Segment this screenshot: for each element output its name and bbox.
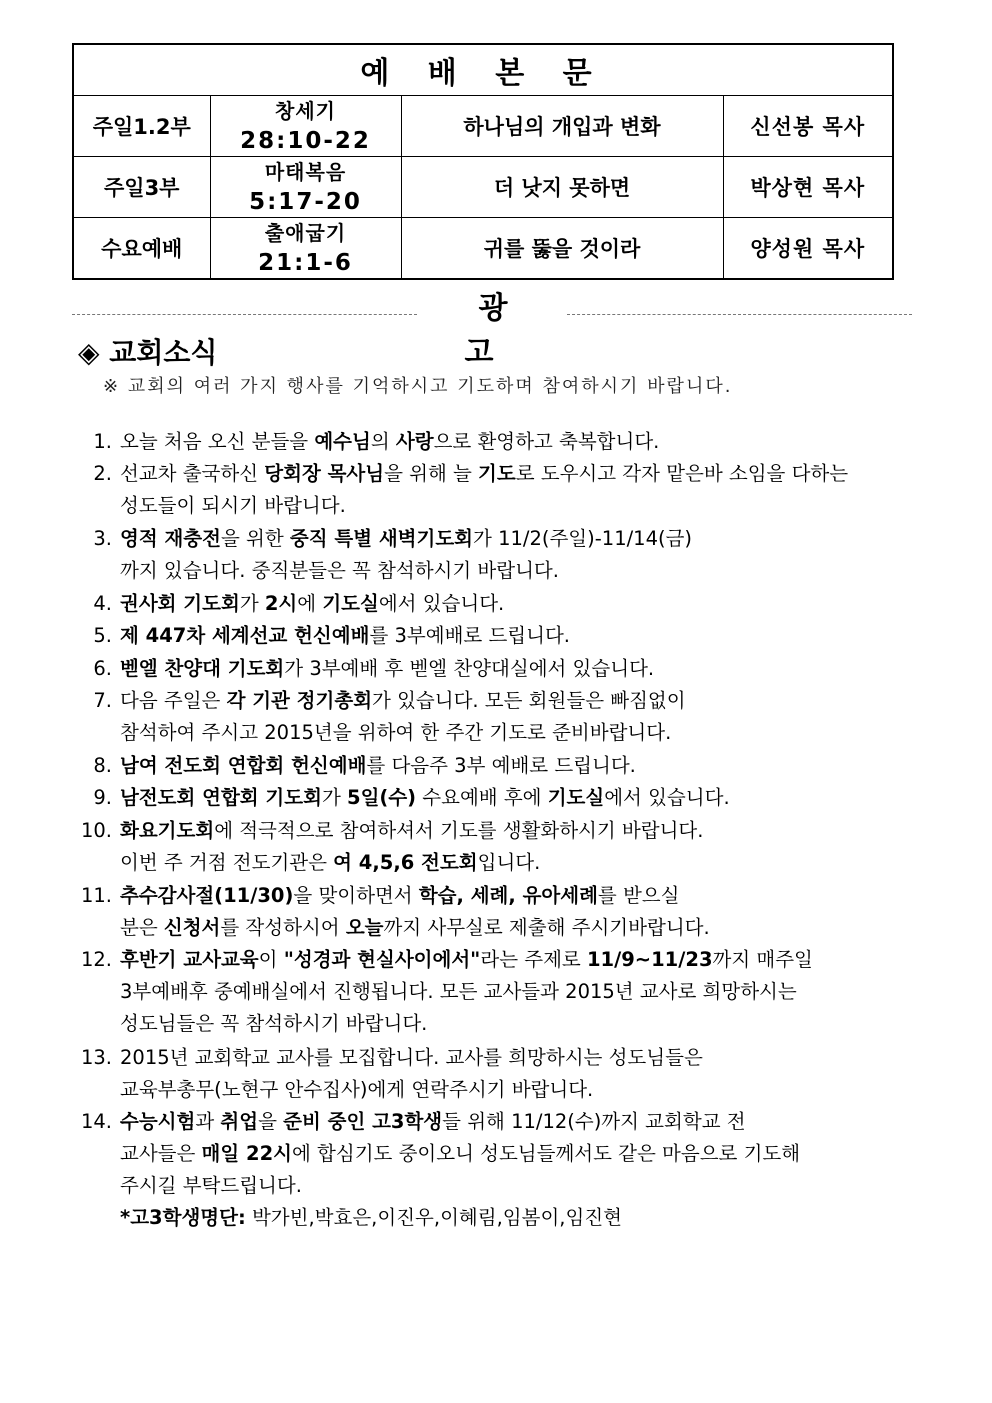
- item-number: 12.: [80, 948, 112, 972]
- item-number: 1.: [93, 430, 112, 453]
- text-segment: 성도들이 되시기 바랍니다.: [120, 494, 346, 518]
- emphasis-text: 사랑: [395, 430, 434, 453]
- announcement-item: [72, 458, 932, 523]
- item-line: [120, 976, 813, 1008]
- scripture-passage: [210, 157, 401, 218]
- emphasis-text: 11/9~11/23: [586, 948, 713, 972]
- text-segment: 에 합심기도 중이오니 성도님들께서도 같은 마음으로 기도해: [291, 1142, 801, 1166]
- announcement-item: [72, 653, 932, 685]
- preacher-name: 신선봉 목사: [723, 96, 893, 157]
- item-line: [120, 815, 703, 847]
- scripture-book: 창세기: [275, 99, 336, 123]
- emphasis-text: 준비 중인 고3학생: [283, 1110, 443, 1134]
- emphasis-text: 중직 특별 새벽기도회: [289, 527, 474, 551]
- sermon-title: 하나님의 개입과 변화: [401, 96, 723, 157]
- announcement-item: [72, 944, 932, 1041]
- announcement-item: [72, 1106, 932, 1236]
- item-line: [120, 880, 710, 912]
- item-line: [120, 944, 813, 976]
- item-text: [120, 1042, 703, 1106]
- text-segment: 2015년 교회학교 교사를 모집합니다. 교사를 희망하시는 성도님들은: [120, 1045, 703, 1069]
- emphasis-text: 영적 재충전: [120, 527, 221, 551]
- text-segment: 를 받으실: [597, 883, 680, 907]
- item-line: [120, 523, 692, 555]
- emphasis-text: 각 기관 정기총회: [226, 689, 373, 713]
- item-line: [120, 620, 570, 652]
- item-line: [120, 588, 504, 620]
- text-segment: 를 작성하시어: [220, 915, 346, 939]
- announcement-item: [72, 588, 932, 620]
- emphasis-text: 신청서: [163, 915, 221, 939]
- scripture-ref: 5:17-20: [249, 189, 362, 215]
- item-line: [120, 426, 659, 458]
- emphasis-text: 권사회 기도회: [120, 592, 240, 615]
- text-segment: 을 위해 늘: [384, 462, 479, 486]
- text-segment: 를 3부예배로 드립니다.: [369, 624, 570, 648]
- emphasis-text: 추수감사절(11/30): [120, 883, 294, 907]
- text-segment: 교사들은: [120, 1142, 202, 1166]
- emphasis-text: 후반기 교사교육: [120, 948, 259, 972]
- item-number: 5.: [93, 624, 112, 648]
- announcements-title: 광 고: [464, 291, 536, 370]
- item-text: [120, 653, 654, 685]
- item-number: 6.: [93, 656, 112, 680]
- text-segment: 에 적극적으로 참여하셔서 기도를 생활화하시기 바랍니다.: [214, 818, 704, 842]
- text-segment: 박가빈,박효은,이진우,이혜림,임봄이,임진현: [245, 1206, 623, 1230]
- emphasis-text: 기도실: [322, 592, 379, 615]
- divider-right: [567, 314, 912, 315]
- item-line: [120, 847, 703, 879]
- emphasis-text: 수능시험: [120, 1110, 196, 1134]
- service-name: 주일3부: [73, 157, 210, 218]
- item-number: 13.: [80, 1045, 112, 1069]
- announcement-item: [72, 880, 932, 945]
- item-line: [120, 782, 730, 814]
- text-segment: 성도님들은 꼭 참석하시기 바랍니다.: [120, 1012, 428, 1036]
- emphasis-text: 기도: [478, 462, 516, 486]
- announcement-item: [72, 1042, 932, 1107]
- item-text: [120, 620, 570, 652]
- item-number: 9.: [93, 786, 112, 810]
- item-text: [120, 523, 692, 587]
- item-number: 2.: [93, 462, 112, 486]
- item-number: 4.: [93, 592, 112, 615]
- notice-text: ※ 교회의 여러 가지 행사를 기억하시고 기도하며 참여하시기 바랍니다.: [103, 376, 733, 397]
- item-line: [120, 685, 686, 717]
- text-segment: 과: [195, 1110, 221, 1134]
- service-name: 수요예배: [73, 218, 210, 280]
- emphasis-text: 벧엘 찬양대 기도회: [120, 656, 285, 680]
- divider-left: [72, 314, 417, 315]
- item-text: [120, 685, 686, 749]
- scripture-passage: [210, 96, 401, 157]
- emphasis-text: 당회장 목사님: [264, 462, 385, 486]
- emphasis-text: 학습, 세례, 유아세례: [418, 883, 598, 907]
- announcement-item: [72, 815, 932, 880]
- item-number: 7.: [93, 689, 112, 713]
- text-segment: 까지 사무실로 제출해 주시기바랍니다.: [383, 915, 710, 939]
- item-number: 3.: [93, 527, 112, 551]
- worship-table: [72, 43, 894, 280]
- text-segment: 을: [258, 1110, 284, 1134]
- item-line: [120, 1138, 800, 1170]
- text-segment: 까지 있습니다. 중직분들은 꼭 참석하시기 바랍니다.: [120, 559, 559, 583]
- text-segment: 의: [370, 430, 396, 453]
- emphasis-text: "성경과 현실사이에서": [283, 948, 481, 972]
- text-segment: 교육부총무(노현구 안수집사)에게 연락주시기 바랍니다.: [120, 1077, 594, 1101]
- text-segment: 선교차 출국하신: [120, 462, 265, 486]
- scripture-ref: 21:1-6: [258, 250, 353, 276]
- emphasis-text: 예수님: [314, 430, 371, 453]
- church-news-heading: ◈ 교회소식: [78, 336, 218, 369]
- text-segment: 로 도우시고 각자 맡은바 소임을 다하는: [515, 462, 849, 486]
- text-segment: 가: [239, 592, 265, 615]
- emphasis-text: 취업: [220, 1110, 259, 1134]
- item-text: [120, 880, 710, 944]
- announcement-item: [72, 750, 932, 782]
- sermon-title: 귀를 뚫을 것이라: [401, 218, 723, 280]
- emphasis-text: 제 447차 세계선교 헌신예배: [120, 624, 370, 648]
- text-segment: 3부예배후 중예배실에서 진행됩니다. 모든 교사들과 2015년 교사로 희망하시는: [120, 980, 797, 1004]
- item-text: [120, 750, 636, 782]
- emphasis-text: 5일(수): [347, 786, 417, 810]
- scripture-book: 출애굽기: [264, 221, 347, 245]
- text-segment: 가 11/2(주일)-11/14(금): [473, 527, 693, 551]
- sermon-title: 더 낫지 못하면: [401, 157, 723, 218]
- emphasis-text: *고3학생명단:: [120, 1206, 246, 1230]
- announcement-item: [72, 685, 932, 750]
- text-segment: 가 있습니다. 모든 회원들은 빠짐없이: [372, 689, 686, 713]
- item-line: [120, 1042, 703, 1074]
- text-segment: 까지 매주일: [712, 948, 813, 972]
- worship-row: [73, 96, 893, 157]
- scripture-ref: 28:10-22: [240, 128, 371, 154]
- item-text: [120, 944, 813, 1040]
- item-text: [120, 815, 703, 879]
- text-segment: 가 3부예배 후 벧엘 찬양대실에서 있습니다.: [284, 656, 655, 680]
- text-segment: 라는 주제로: [480, 948, 587, 972]
- worship-row: [73, 157, 893, 218]
- item-line: [120, 1170, 800, 1202]
- emphasis-text: 여 4,5,6 전도회: [333, 850, 478, 874]
- text-segment: 수요예배 후에: [416, 786, 548, 810]
- item-number: 14.: [80, 1110, 112, 1134]
- text-segment: 분은: [120, 915, 164, 939]
- item-line: [120, 490, 848, 522]
- announcement-item: [72, 782, 932, 814]
- item-line: [120, 1202, 800, 1234]
- text-segment: 다음 주일은: [120, 689, 227, 713]
- text-segment: 을 맞이하면서: [293, 883, 419, 907]
- emphasis-text: 2시: [264, 592, 298, 615]
- announcement-item: [72, 620, 932, 652]
- worship-title: 예 배 본 문: [73, 44, 893, 96]
- announcement-item: [72, 426, 932, 458]
- text-segment: 에서 있습니다.: [378, 592, 505, 615]
- text-segment: 에: [297, 592, 323, 615]
- preacher-name: 박상현 목사: [723, 157, 893, 218]
- item-text: [120, 426, 659, 458]
- emphasis-text: 매일 22시: [201, 1142, 292, 1166]
- item-line: [120, 912, 710, 944]
- emphasis-text: 남여 전도회 연합회 헌신예배: [120, 754, 367, 777]
- text-segment: 입니다.: [477, 850, 541, 874]
- emphasis-text: 기도실: [547, 786, 605, 810]
- item-text: [120, 782, 730, 814]
- item-text: [120, 458, 848, 522]
- preacher-name: 양성원 목사: [723, 218, 893, 280]
- item-line: [120, 653, 654, 685]
- text-segment: 오늘 처음 오신 분들을: [120, 430, 315, 453]
- scripture-book: 마태복음: [264, 160, 347, 184]
- text-segment: 으로 환영하고 축복합니다.: [433, 430, 660, 453]
- item-text: [120, 1106, 800, 1234]
- emphasis-text: 오늘: [345, 915, 384, 939]
- item-number: 8.: [93, 754, 112, 777]
- worship-row: [73, 218, 893, 280]
- announcement-item: [72, 523, 932, 588]
- text-segment: 들 위해 11/12(수)까지 교회학교 전: [442, 1110, 746, 1134]
- text-segment: 가: [321, 786, 347, 810]
- item-number: 10.: [80, 818, 112, 842]
- item-line: [120, 1106, 800, 1138]
- text-segment: 주시길 부탁드립니다.: [120, 1174, 302, 1198]
- item-line: [120, 555, 692, 587]
- text-segment: 이: [258, 948, 284, 972]
- text-segment: 을 위한: [220, 527, 290, 551]
- item-line: [120, 750, 636, 782]
- text-segment: 에서 있습니다.: [604, 786, 730, 810]
- emphasis-text: 화요기도회: [120, 818, 215, 842]
- emphasis-text: 남전도회 연합회 기도회: [120, 786, 322, 810]
- item-line: [120, 1074, 703, 1106]
- text-segment: 참석하여 주시고 2015년을 위하여 한 주간 기도로 준비바랍니다.: [120, 721, 672, 745]
- scripture-passage: [210, 218, 401, 280]
- text-segment: 이번 주 거점 전도기관은: [120, 850, 334, 874]
- item-number: 11.: [80, 883, 112, 907]
- item-line: [120, 717, 686, 749]
- text-segment: 를 다음주 3부 예배로 드립니다.: [366, 754, 636, 777]
- item-text: [120, 588, 504, 620]
- service-name: 주일1.2부: [73, 96, 210, 157]
- item-line: [120, 1008, 813, 1040]
- item-line: [120, 458, 848, 490]
